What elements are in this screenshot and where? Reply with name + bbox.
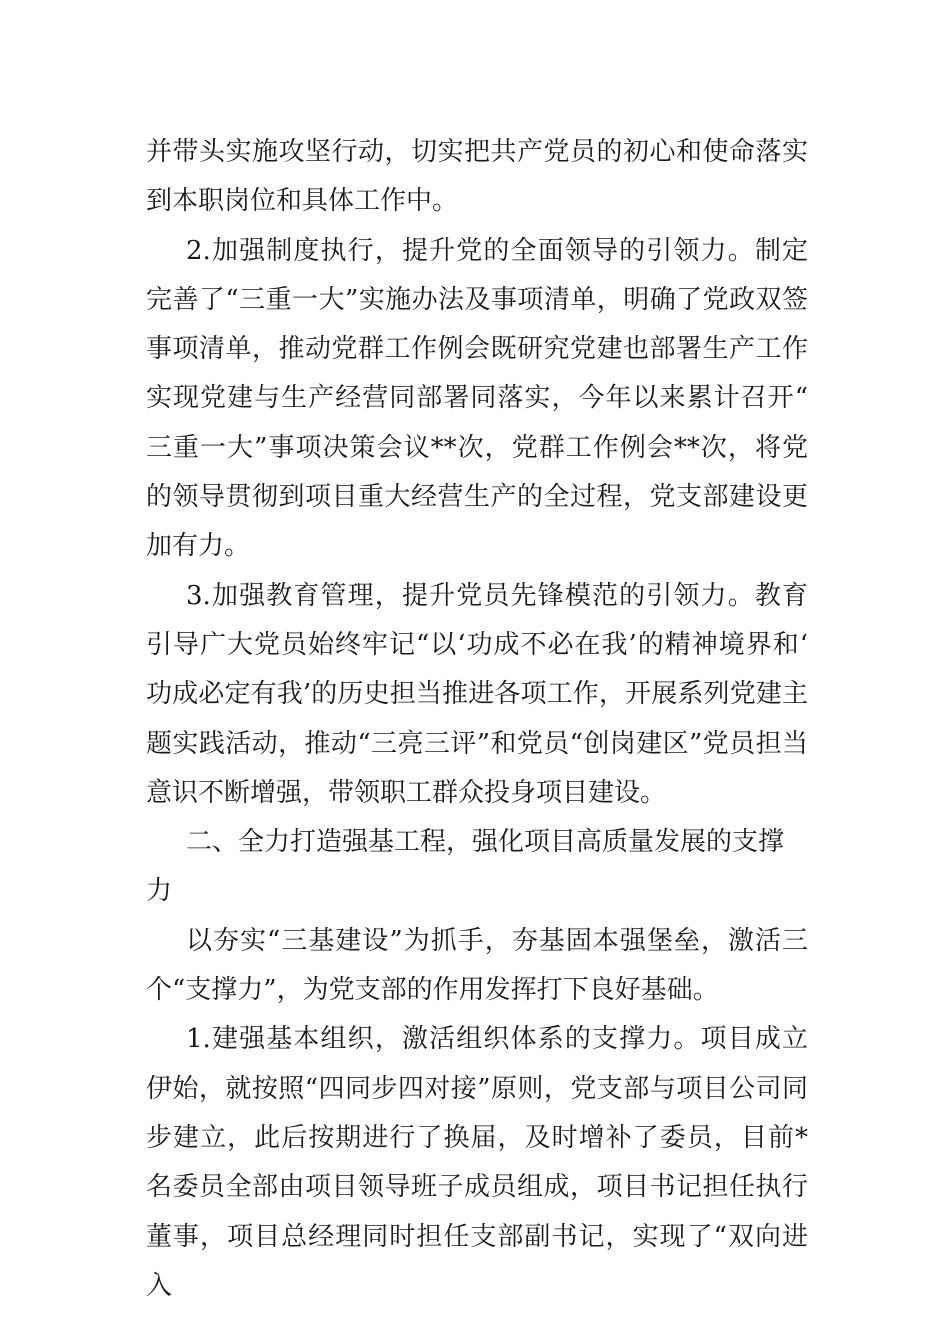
paragraph-intro: 以夯实“三基建设”为抓手，夯基固本强堡垒，激活三个“支撑力”，为党支部的作用发挥打下良好基础。	[146, 925, 808, 1006]
paragraph-continuation: 并带头实施攻坚行动，切实把共产党员的初心和使命落实到本职岗位和具体工作中。	[146, 137, 808, 217]
document-body	[146, 128, 808, 1311]
paragraph-item-1: 1.建强基本组织，激活组织体系的支撑力。项目成立伊始，就按照“四同步四对接”原则，党支部与项目公司同步建立，此后按期进行了换届，及时增补了委员，目前*名委员全部由项目领导班子成员组成，项目书记担任执行董事，项目总经理同时担任支部副书记，实现了“双向进入	[146, 1024, 808, 1301]
paragraph-item-3: 3.加强教育管理，提升党员先锋模范的引领力。教育引导广大党员始终牢记“以‘功成不必在我’的精神境界和‘功成必定有我’的历史担当推进各项工作，开展系列党建主题实践活动，推动“三亮三评”和党员“创岗建区”党员担当意识不断增强，带领职工群众投身项目建设。	[146, 580, 808, 808]
section-heading: 二、全力打造强基工程，强化项目高质量发展的支撑力	[146, 827, 785, 907]
paragraph-item-2: 2.加强制度执行，提升党的全面领导的引领力。制定完善了“三重一大”实施办法及事项清单，明确了党政双签事项清单，推动党群工作例会既研究党建也部署生产工作实现党建与生产经营同部署同落实，今年以来累计召开“三重一大”事项决策会议**次，党群工作例会**次，将党的领导贯彻到项目重大经营生产的全过程，党支部建设更加有力。	[146, 235, 808, 562]
